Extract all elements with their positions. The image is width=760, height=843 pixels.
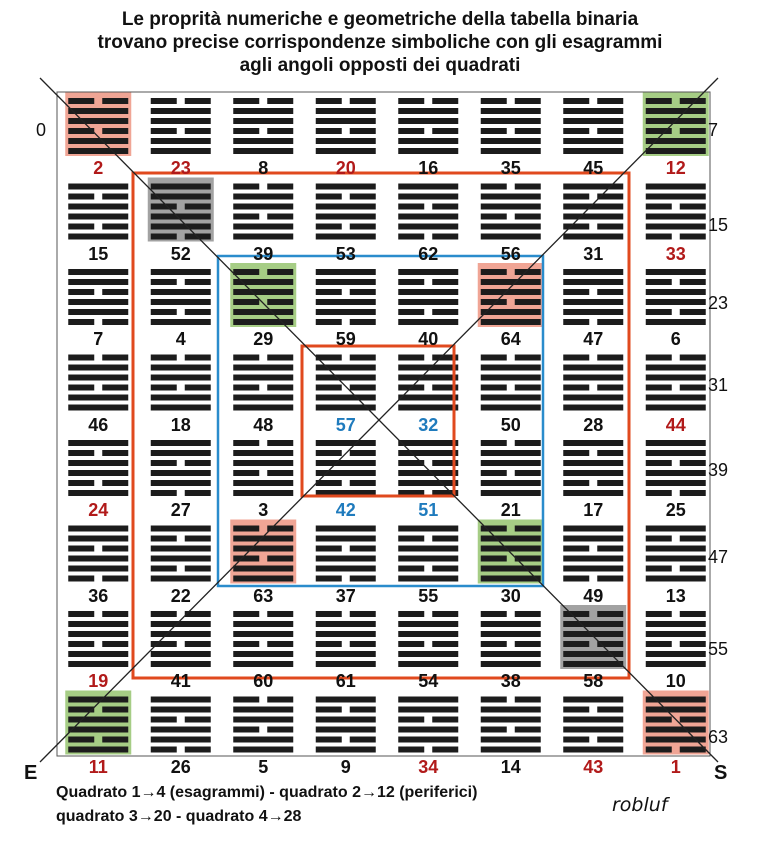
hexagram-label: 62 [418, 243, 439, 264]
right-number-23: 23 [708, 293, 729, 313]
hexagram-label: 53 [335, 243, 356, 264]
hexagram-label: 36 [88, 585, 109, 606]
hexagram-r4-c0 [68, 440, 128, 496]
hexagram-label: 56 [500, 243, 521, 264]
hexagram-r1-c0 [68, 184, 128, 240]
corner-label-s: S [714, 762, 728, 784]
hexagram-label: 21 [500, 500, 521, 520]
hexagram-label: 63 [253, 585, 274, 606]
hexagram-r0-c5 [481, 98, 541, 154]
hexagram-r6-c7 [646, 611, 706, 667]
hexagram-label: 27 [170, 500, 191, 520]
hexagram-r2-c0 [68, 269, 128, 325]
hexagram-r4-c7 [646, 440, 706, 496]
hexagram-r2-c7 [646, 269, 706, 325]
hexagram-r1-c5 [481, 184, 541, 240]
hexagram-label: 18 [170, 414, 191, 435]
hexagram-r4-c5 [481, 440, 541, 496]
hexagram-r7-c4 [398, 697, 458, 753]
hexagram-r2-c6 [563, 269, 623, 325]
hexagram-r3-c7 [646, 355, 706, 411]
hexagram-label: 10 [665, 671, 686, 691]
hexagram-r7-c1 [151, 697, 211, 753]
title-line-2: trovano precise corrispondenze simboliche con gli esagrammi [97, 32, 663, 53]
hexagram-label: 16 [418, 158, 439, 178]
hexagram-r1-c2 [233, 184, 293, 240]
hexagram-label: 30 [500, 585, 521, 606]
hexagram-r7-c6 [563, 697, 623, 753]
diagonal-layer [40, 78, 718, 762]
hexagram-label: 57 [335, 414, 356, 435]
hexagram-label: 34 [418, 756, 439, 777]
hexagram-label: 32 [418, 414, 439, 435]
footer-line-2: quadrato 3→20 - quadrato 4→28 [56, 808, 302, 825]
hexagram-label: 5 [258, 756, 269, 777]
hexagram-r3-c6 [563, 355, 623, 411]
hexagram-label: 23 [170, 158, 191, 178]
hexagram-r0-c1 [151, 98, 211, 154]
hexagram-label: 54 [418, 671, 439, 691]
hexagram-r1-c6 [563, 184, 623, 240]
left-number-0: 0 [36, 120, 47, 140]
hexagram-label: 60 [253, 671, 274, 691]
hexagram-label: 13 [665, 585, 686, 606]
hexagram-label: 38 [500, 671, 521, 691]
hexagram-r4-c3 [316, 440, 376, 496]
hexagram-label: 3 [258, 500, 269, 520]
hexagram-r5-c3 [316, 526, 376, 582]
hexagram-r1-c7 [646, 184, 706, 240]
hexagram-label: 29 [253, 329, 274, 349]
hexagram-r3-c1 [151, 355, 211, 411]
hexagram-label: 64 [500, 329, 521, 349]
hexagram-r3-c4 [398, 355, 458, 411]
hexagram-r7-c2 [233, 697, 293, 753]
hexagram-label: 37 [335, 585, 356, 606]
hexagram-label: 52 [170, 243, 191, 264]
hexagram-r5-c4 [398, 526, 458, 582]
hexagram-label: 48 [253, 414, 274, 435]
hexagram-r2-c1 [151, 269, 211, 325]
hexagram-r1-c4 [398, 184, 458, 240]
hexagram-label: 46 [88, 414, 109, 435]
hexagram-r5-c7 [646, 526, 706, 582]
hexagram-label: 19 [88, 671, 109, 691]
signature: robluf [612, 794, 668, 816]
hexagram-layer [68, 98, 706, 753]
right-number-39: 39 [708, 460, 729, 480]
right-number-55: 55 [708, 639, 729, 659]
hexagram-label: 33 [665, 243, 686, 264]
corner-label-e: E [24, 762, 38, 784]
hexagram-r7-c5 [481, 697, 541, 753]
hexagram-r4-c6 [563, 440, 623, 496]
hexagram-label: 26 [170, 756, 191, 777]
right-number-63: 63 [708, 727, 729, 747]
hexagram-r0-c4 [398, 98, 458, 154]
hexagram-label: 15 [88, 243, 109, 264]
hexagram-label: 6 [670, 329, 681, 349]
hexagram-label: 50 [500, 414, 521, 435]
hexagram-label: 4 [175, 329, 186, 349]
hexagram-label: 47 [583, 329, 604, 349]
right-number-31: 31 [708, 375, 729, 395]
hexagram-r4-c1 [151, 440, 211, 496]
hexagram-label: 7 [93, 329, 104, 349]
title-line-1: Le proprità numeriche e geometriche della tabella binaria [121, 9, 639, 30]
hexagram-r5-c1 [151, 526, 211, 582]
hexagram-label: 49 [583, 585, 604, 606]
hexagram-r6-c2 [233, 611, 293, 667]
hexagram-label: 44 [665, 414, 686, 435]
hexagram-label: 20 [335, 158, 356, 178]
hexagram-r3-c3 [316, 355, 376, 411]
hexagram-label: 41 [170, 671, 191, 691]
hexagram-r0-c2 [233, 98, 293, 154]
hexagram-label: 31 [583, 243, 604, 264]
hexagram-r6-c0 [68, 611, 128, 667]
hexagram-r1-c3 [316, 184, 376, 240]
hexagram-label: 40 [418, 329, 439, 349]
hexagram-r7-c3 [316, 697, 376, 753]
right-number-15: 15 [708, 215, 729, 235]
hexagram-label: 58 [583, 671, 604, 691]
hexagram-label: 28 [583, 414, 604, 435]
hexagram-label: 35 [500, 158, 521, 178]
hexagram-label: 2 [93, 158, 104, 178]
hexagram-r3-c0 [68, 355, 128, 411]
hexagram-r6-c4 [398, 611, 458, 667]
hexagram-r2-c4 [398, 269, 458, 325]
hexagram-label: 43 [583, 756, 604, 777]
hexagram-label: 61 [335, 671, 356, 691]
hexagram-label: 25 [665, 500, 686, 520]
right-number-47: 47 [708, 547, 729, 567]
hexagram-r5-c0 [68, 526, 128, 582]
hexagram-label: 8 [258, 158, 269, 178]
hexagram-label: 51 [418, 500, 439, 520]
hexagram-label: 24 [88, 500, 109, 520]
hexagram-r6-c5 [481, 611, 541, 667]
hexagram-r3-c2 [233, 355, 293, 411]
hexagram-label: 39 [253, 243, 274, 264]
hexagram-r0-c3 [316, 98, 376, 154]
hexagram-label: 55 [418, 585, 439, 606]
hexagram-r2-c3 [316, 269, 376, 325]
hexagram-label: 42 [335, 500, 356, 520]
hexagram-label: 12 [665, 158, 686, 178]
hexagram-label: 59 [335, 329, 356, 349]
hexagram-label: 22 [170, 585, 191, 606]
square-2-outline [133, 173, 629, 678]
hexagram-r0-c6 [563, 98, 623, 154]
footer-line-1: Quadrato 1→4 (esagrammi) - quadrato 2→12 (periferici) [56, 784, 478, 801]
hexagram-label: 11 [88, 756, 108, 777]
hexagram-label: 9 [340, 756, 351, 777]
hexagram-r4-c2 [233, 440, 293, 496]
hexagram-label: 1 [670, 756, 681, 777]
hexagram-label: 14 [500, 756, 521, 777]
hexagram-r3-c5 [481, 355, 541, 411]
hexagram-label: 45 [583, 158, 604, 178]
hexagram-r6-c3 [316, 611, 376, 667]
title-line-3: agli angoli opposti dei quadrati [239, 55, 521, 76]
hexagram-label: 17 [583, 500, 604, 520]
hexagram-r5-c6 [563, 526, 623, 582]
right-number-7: 7 [708, 120, 719, 140]
